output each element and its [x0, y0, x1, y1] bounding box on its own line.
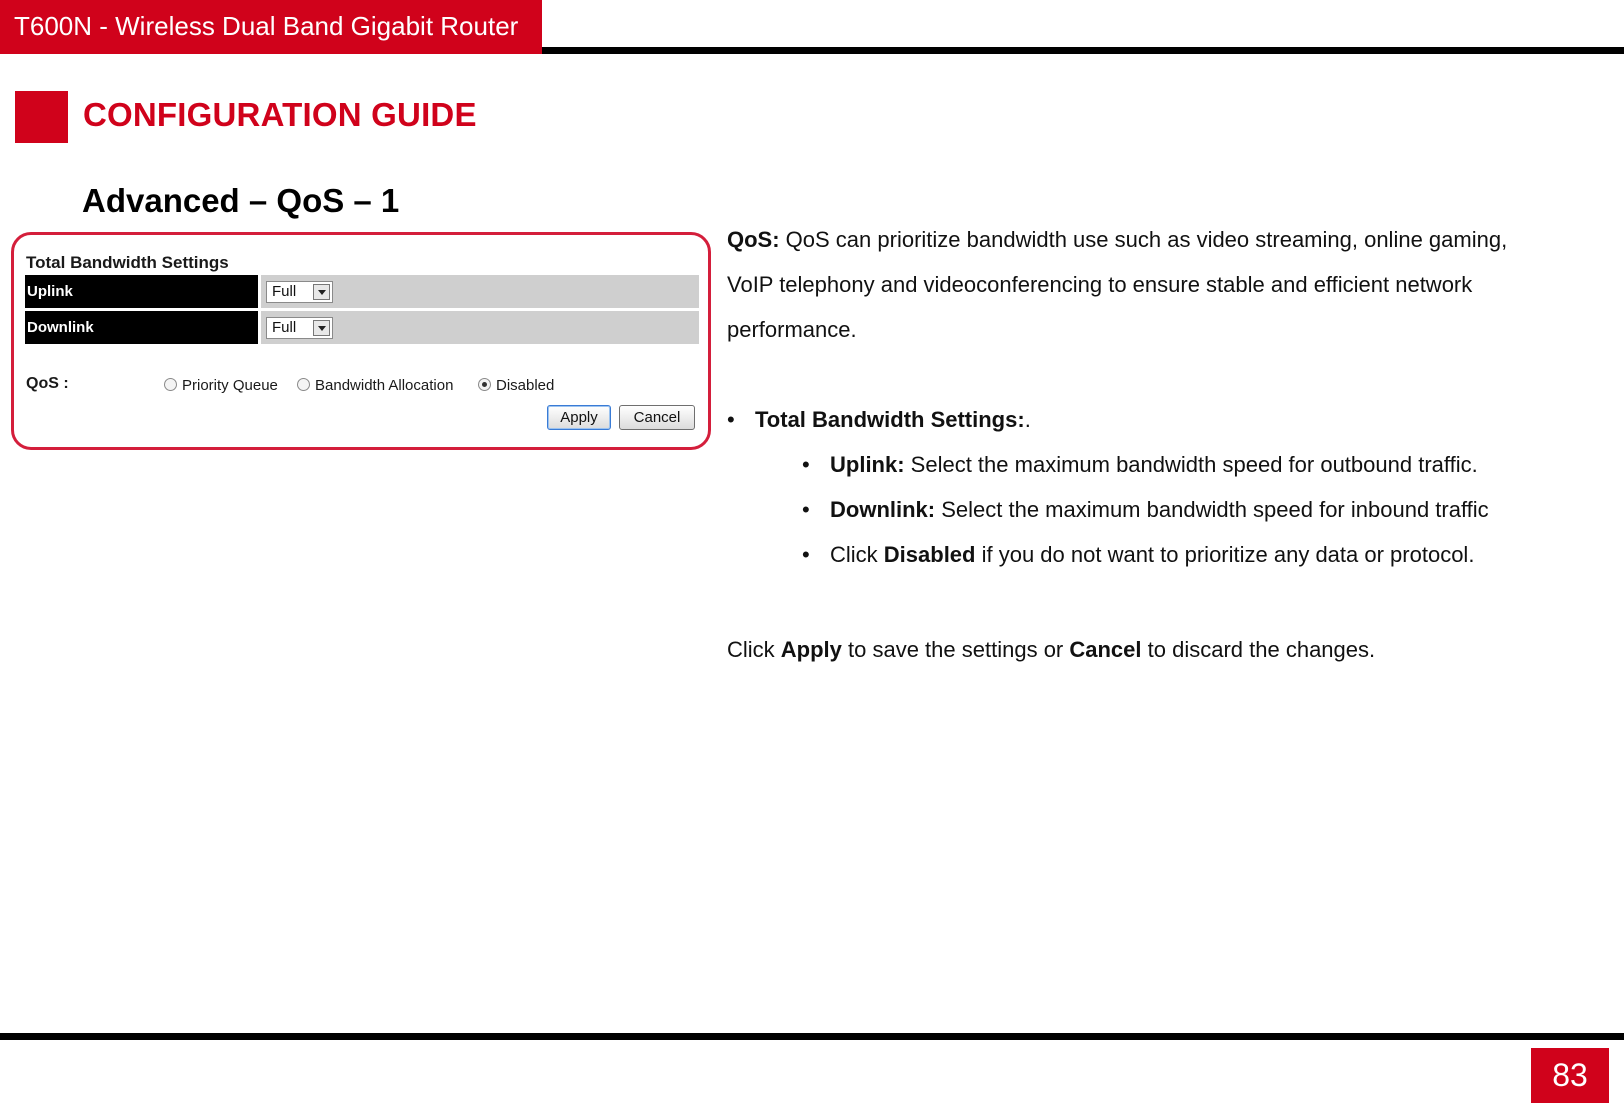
- chevron-down-icon[interactable]: [313, 320, 330, 336]
- qos-description-line2: VoIP telephony and videoconferencing to ensure stable and efficient network: [727, 272, 1473, 297]
- bullet-uplink: •: [802, 452, 810, 477]
- header-rule: [542, 47, 1624, 54]
- guide-title: CONFIGURATION GUIDE: [83, 96, 477, 133]
- disabled-text: if you do not want to prioritize any data or protocol.: [975, 542, 1475, 567]
- radio-priority-queue-label: Priority Queue: [182, 377, 278, 394]
- click-word: Click: [830, 542, 884, 567]
- panel-title: Total Bandwidth Settings: [26, 253, 229, 272]
- uplink-field: [261, 275, 699, 308]
- uplink-term: Uplink:: [830, 452, 905, 477]
- tbs-suffix: .: [1024, 407, 1031, 432]
- apply-button[interactable]: Apply: [547, 405, 611, 430]
- footer-rule: [0, 1033, 1624, 1040]
- radio-disabled[interactable]: [478, 378, 491, 391]
- bullet-tbs: •: [727, 407, 735, 432]
- downlink-field: [261, 311, 699, 344]
- guide-marker: [15, 91, 68, 143]
- qos-label: QoS :: [26, 375, 69, 392]
- disabled-description: [830, 542, 1474, 568]
- qos-description-line3: performance.: [727, 317, 857, 342]
- footer-click-word: Click: [727, 637, 781, 662]
- downlink-select[interactable]: [266, 317, 333, 339]
- downlink-term: Downlink:: [830, 497, 936, 522]
- bullet-downlink: •: [802, 497, 810, 522]
- uplink-select-value: Full: [272, 283, 297, 300]
- radio-disabled-label: Disabled: [496, 377, 555, 394]
- downlink-text: Select the maximum bandwidth speed for inbound traffic: [935, 497, 1489, 522]
- uplink-text: Select the maximum bandwidth speed for outbound traffic.: [904, 452, 1478, 477]
- tbs-heading: [755, 407, 1031, 433]
- uplink-description: [830, 452, 1478, 478]
- qos-description-line1: [727, 227, 1507, 253]
- radio-bandwidth-allocation[interactable]: [297, 378, 310, 391]
- section-title: Advanced – QoS – 1: [82, 182, 400, 219]
- uplink-label: Uplink: [25, 275, 258, 308]
- cancel-button[interactable]: Cancel: [619, 405, 695, 430]
- downlink-description: [830, 497, 1489, 523]
- apply-cancel-description: [727, 637, 1375, 663]
- downlink-label: Downlink: [25, 311, 258, 344]
- apply-term: Apply: [780, 637, 842, 662]
- tbs-term: Total Bandwidth Settings:: [755, 407, 1025, 432]
- bullet-disabled: •: [802, 542, 810, 567]
- radio-bandwidth-allocation-label: Bandwidth Allocation: [315, 377, 454, 394]
- qos-settings-panel: [11, 232, 711, 450]
- end-text: to discard the changes.: [1141, 637, 1376, 662]
- middle-text: to save the settings or: [841, 637, 1070, 662]
- radio-priority-queue[interactable]: [164, 378, 177, 391]
- product-title-tab: T600N - Wireless Dual Band Gigabit Router: [0, 0, 542, 54]
- disabled-term: Disabled: [883, 542, 976, 567]
- chevron-down-icon[interactable]: [313, 284, 330, 300]
- qos-term: QoS:: [727, 227, 780, 252]
- qos-text-1: QoS can prioritize bandwidth use such as video streaming, online gaming,: [779, 227, 1508, 252]
- downlink-select-value: Full: [272, 319, 297, 336]
- page-number: 83: [1531, 1048, 1609, 1103]
- cancel-term: Cancel: [1069, 637, 1142, 662]
- uplink-select[interactable]: [266, 281, 333, 303]
